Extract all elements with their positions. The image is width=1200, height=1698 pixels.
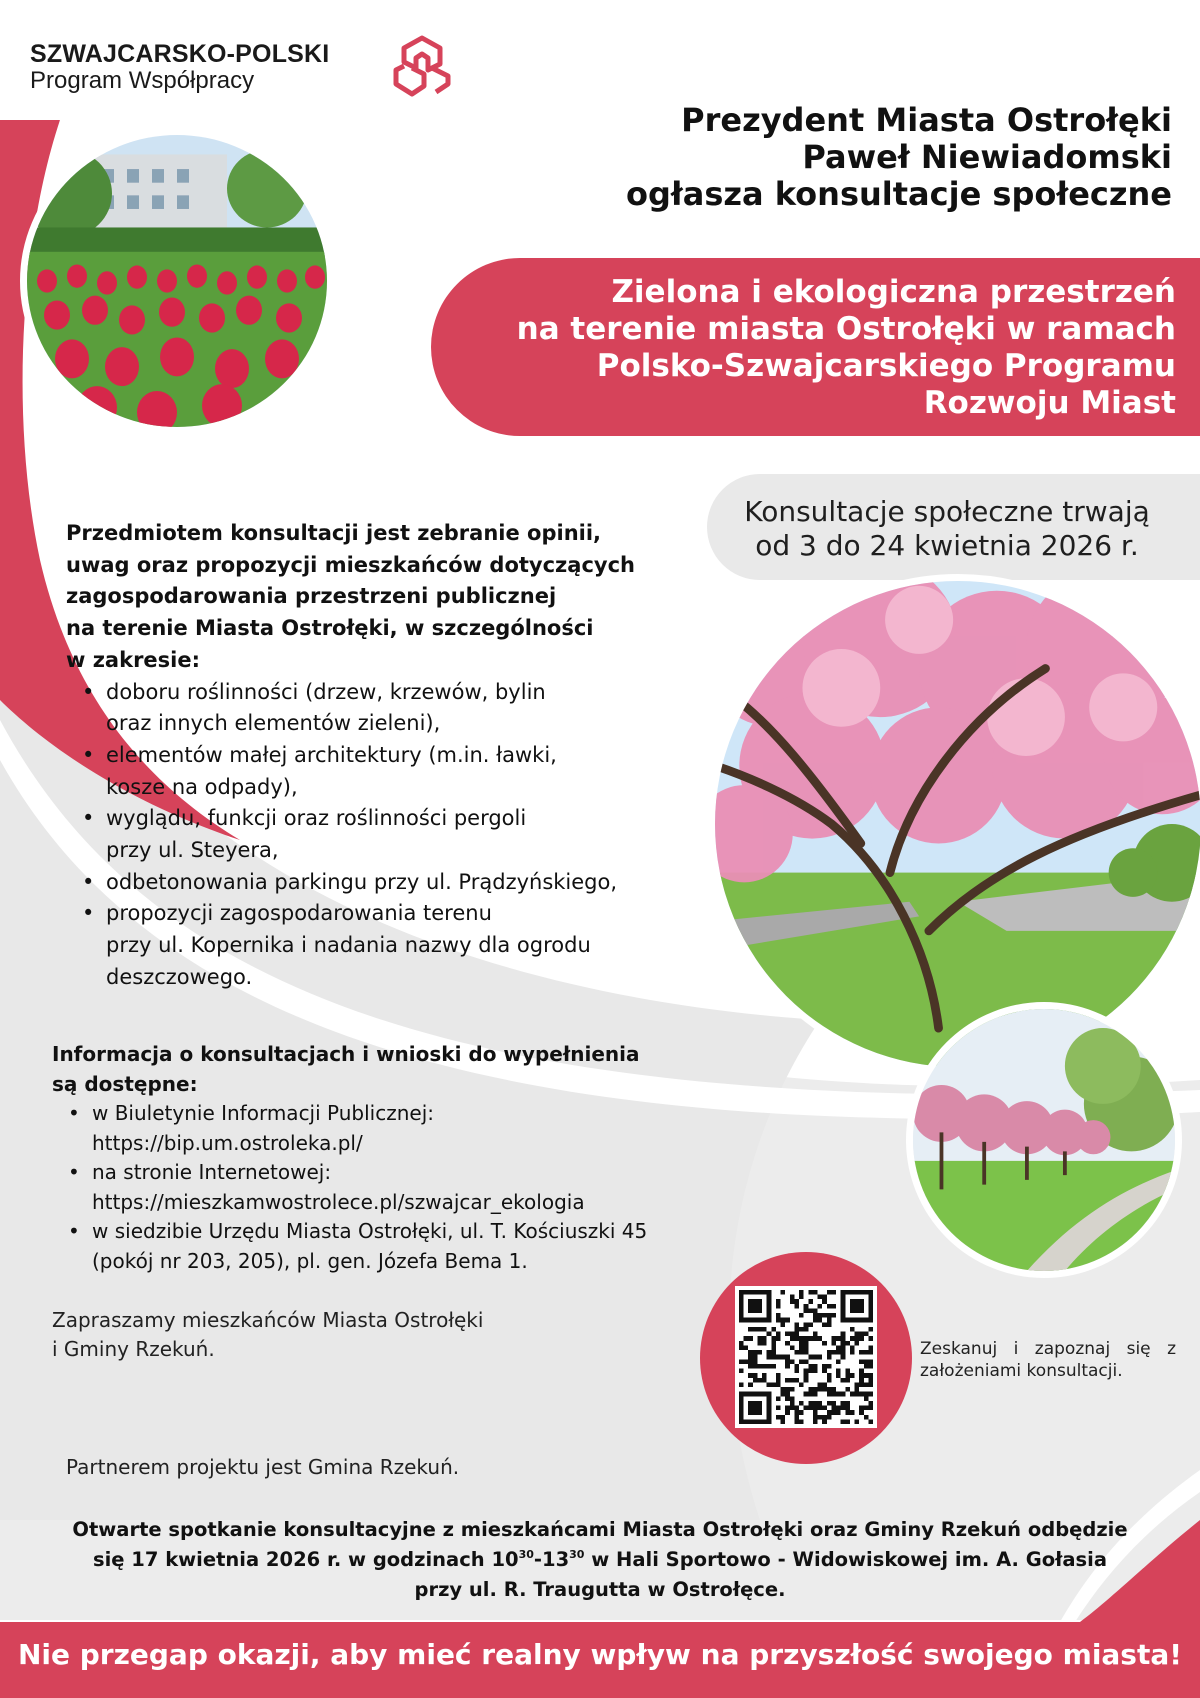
cherry-blossom-photo [708,574,1200,1074]
banner-line: Polsko-Szwajcarskiego Programu [596,348,1176,384]
scope-item-text: wyglądu, funkcji oraz roślinności pergoli przy ul. Steyera, [106,806,527,863]
info-item-text: na stronie Internetowej: https://mieszkamwostrolece.pl/szwajcar_ekologia [92,1160,585,1214]
swiss-polish-cooperation-logo-icon [388,34,458,98]
meeting-text: się 17 kwietnia 2026 r. w godzinach 10 [92,1548,519,1571]
banner-line: Rozwoju Miast [923,385,1176,421]
scope-list-item [82,898,706,993]
consultation-scope [66,518,706,994]
consultation-dates [712,495,1182,563]
scope-item-text: odbetonowania parkingu przy ul. Prądzyńskiego, [106,869,618,894]
header-line: Prezydent Miasta Ostrołęki [681,101,1172,139]
info-title-line: Informacja o konsultacjach i wnioski do wypełnienia [52,1042,640,1066]
invitation-text: Zapraszamy mieszkańców Miasta Ostrołęki i Gminy Rzekuń. [52,1308,484,1361]
tulips-photo [20,128,334,434]
info-item-text: w Biuletynie Informacji Publicznej: https://bip.um.ostroleka.pl/ [92,1101,434,1155]
scope-intro [66,518,706,677]
scope-list-item [82,803,706,866]
meeting-line: przy ul. R. Traugutta w Ostrołęce. [414,1578,786,1601]
header-line: ogłasza konsultacje społeczne [625,175,1172,213]
info-list-item-office [68,1217,752,1276]
scope-intro-line: zagospodarowania przestrzeni publicznej [66,584,557,609]
meeting-text: w Hali Sportowo - Widowiskowej im. A. Gołasia [584,1548,1108,1571]
meeting-info [50,1515,1150,1605]
meeting-time-sup: 30 [518,1548,534,1561]
info-list [68,1099,752,1276]
partner-text: Partnerem projektu jest Gmina Rzekuń. [66,1455,460,1479]
availability-info [52,1040,752,1276]
info-title [52,1040,752,1099]
info-title-line: są dostępne: [52,1071,198,1096]
scope-intro-line: w zakresie: [66,647,201,672]
scope-item-text: propozycji zagospodarowania terenu przy ul. Kopernika i nadania nazwy dla ogrodu deszczowego. [106,901,591,989]
tree-alley-photo [906,1002,1182,1278]
banner-title [476,274,1176,422]
logo-title: SZWAJCARSKO-POLSKI [30,40,330,68]
qr-code[interactable] [735,1286,877,1428]
banner-line: Zielona i ekologiczna przestrzeń [611,274,1176,310]
scope-intro-line: Przedmiotem konsultacji jest zebranie opinii, [66,521,602,545]
info-item-text: w siedzibie Urzędu Miasta Ostrołęki, ul. T. Kościuszki 45 (pokój nr 203, 205), pl. gen. Józefa Bema 1. [92,1219,648,1273]
scope-list-item [82,677,706,740]
header-announcement [532,102,1172,213]
meeting-line: Otwarte spotkanie konsultacyjne z mieszkańcami Miasta Ostrołęki oraz Gminy Rzekuń odbędzie [72,1518,1128,1541]
scope-item-text: elementów małej architektury (m.in. ławki, kosze na odpady), [106,742,557,799]
banner-line: na terenie miasta Ostrołęki w ramach [516,311,1176,347]
scope-list [82,677,706,994]
scope-intro-line: na terenie Miasta Ostrołęki, w szczególności [66,616,594,641]
dates-line: Konsultacje społeczne trwają [744,495,1150,528]
scope-list-item [82,740,706,803]
info-list-item-bip[interactable] [68,1099,752,1158]
scope-list-item [82,867,706,899]
footer-slogan: Nie przegap okazji, aby mieć realny wpływ na przyszłość swojego miasta! [17,1638,1183,1671]
scope-intro-line: uwag oraz propozycji mieszkańców dotyczących [66,552,635,577]
scope-item-text: doboru roślinności (drzew, krzewów, bylin oraz innych elementów zieleni), [106,679,546,736]
meeting-text: -13 [533,1548,570,1571]
qr-caption: Zeskanuj i zapoznaj się z założeniami konsultacji. [920,1339,1176,1381]
meeting-time-sup: 30 [569,1548,585,1561]
dates-line: od 3 do 24 kwietnia 2026 r. [755,529,1139,562]
logo-subtitle: Program Współpracy [30,67,255,94]
header-line: Paweł Niewiadomski [802,138,1172,176]
qr-code-icon [739,1290,873,1424]
info-list-item-website[interactable] [68,1158,752,1217]
meeting-line [50,1545,1150,1575]
